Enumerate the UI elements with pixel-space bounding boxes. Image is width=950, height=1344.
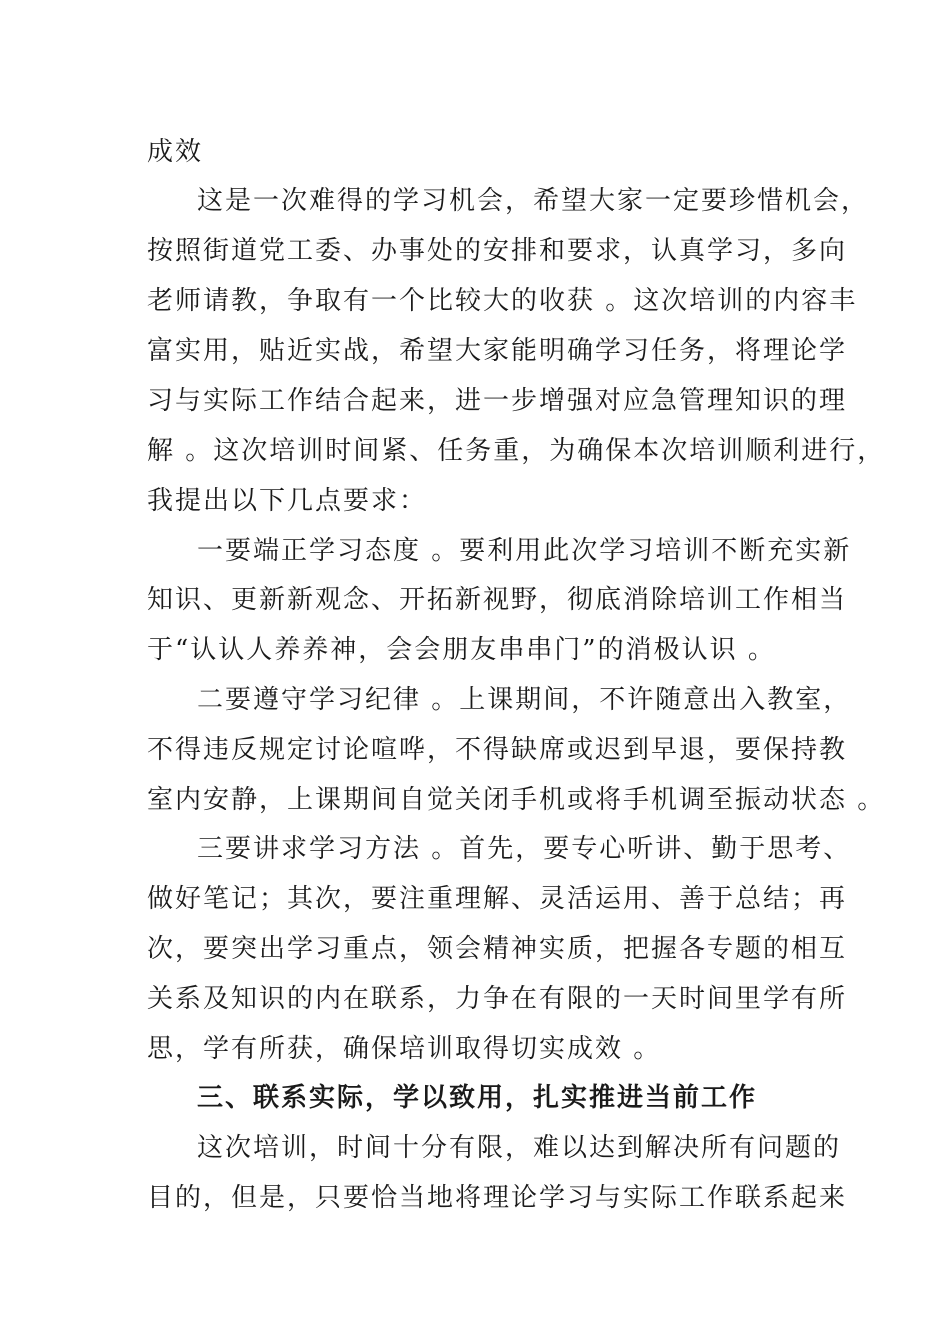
paragraph-line: 这是一次难得的学习机会，希望大家一定要珍惜机会， <box>197 186 870 216</box>
paragraph-line: 二要遵守学习纪律 。上课期间，不许随意出入教室， <box>197 685 852 715</box>
text-line: 成效 <box>147 137 204 167</box>
text-line: 我提出以下几点要求： <box>147 486 428 516</box>
text-line: 于“认认人养养神，会会朋友串串门”的消极认识 。 <box>147 635 776 665</box>
text-line: 知识、更新新观念、开拓新视野，彻底消除培训工作相当 <box>147 585 848 615</box>
text-line: 老师请教，争取有一个比较大的收获 。这次培训的内容丰 <box>147 286 858 316</box>
paragraph-line: 一要端正学习态度 。要利用此次学习培训不断充实新 <box>197 536 852 566</box>
text-line: 室内安静，上课期间自觉关闭手机或将手机调至振动状态 。 <box>147 785 886 815</box>
paragraph-line: 三要讲求学习方法 。首先，要专心听讲、勤于思考、 <box>197 834 852 864</box>
text-line: 做好笔记；其次，要注重理解、灵活运用、善于总结；再 <box>147 884 848 914</box>
text-line: 思，学有所获，确保培训取得切实成效 。 <box>147 1034 662 1064</box>
text-line: 次，要突出学习重点，领会精神实质，把握各专题的相互 <box>147 934 848 964</box>
text-line: 目的，但是，只要恰当地将理论学习与实际工作联系起来 <box>147 1183 848 1213</box>
text-line: 解 。这次培训时间紧、任务重，为确保本次培训顺利进行， <box>147 436 886 466</box>
text-line: 不得违反规定讨论喧哗，不得缺席或迟到早退，要保持教 <box>147 735 848 765</box>
text-line: 富实用，贴近实战，希望大家能明确学习任务，将理论学 <box>147 336 848 366</box>
text-line: 按照街道党工委、办事处的安排和要求，认真学习，多向 <box>147 236 848 266</box>
paragraph-line: 这次培训，时间十分有限，难以达到解决所有问题的 <box>197 1133 842 1163</box>
section-heading: 三、联系实际，学以致用，扎实推进当前工作 <box>197 1083 758 1113</box>
text-line: 关系及知识的内在联系，力争在有限的一天时间里学有所 <box>147 984 848 1014</box>
text-line: 习与实际工作结合起来，进一步增强对应急管理知识的理 <box>147 386 848 416</box>
